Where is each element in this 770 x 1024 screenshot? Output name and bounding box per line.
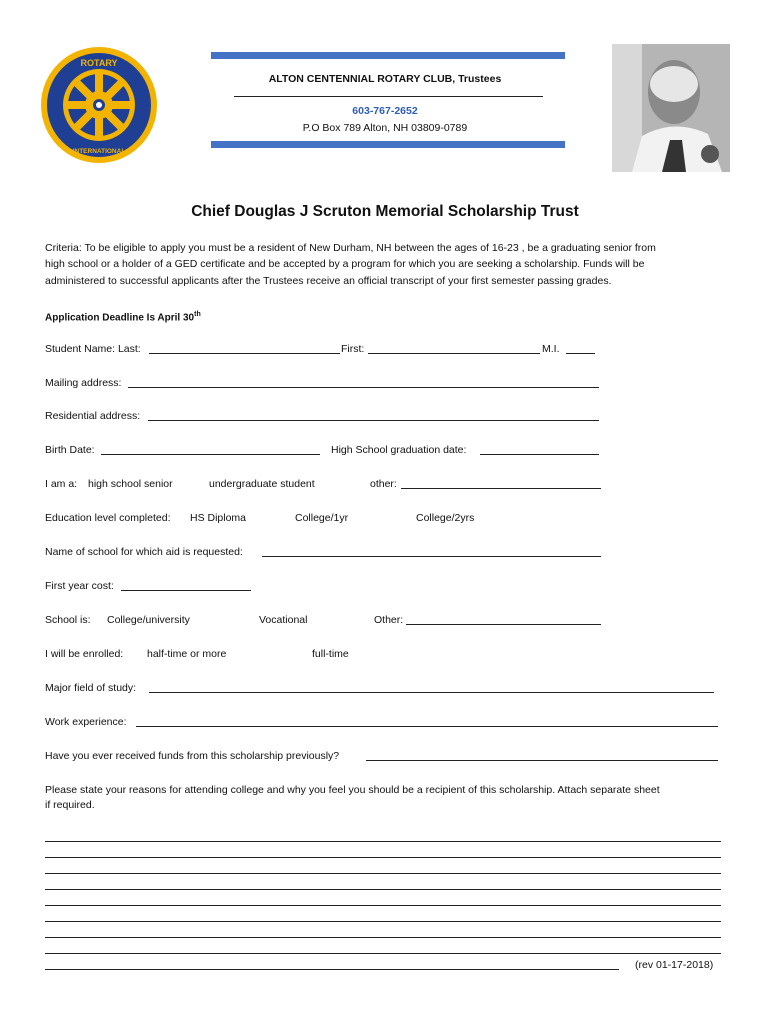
header-bottom-bar xyxy=(211,141,565,148)
criteria-line-3: administered to successful applicants after the Trustees receive an official transcript of your first semester passing grades. xyxy=(45,275,612,287)
iam-other-field[interactable] xyxy=(401,488,601,489)
club-name: ALTON CENTENNIAL ROTARY CLUB, Trustees xyxy=(268,73,502,85)
hs-grad-label: High School graduation date: xyxy=(331,444,467,456)
reasons-answer-line[interactable] xyxy=(45,873,721,874)
iam-label: I am a: xyxy=(45,478,78,490)
received-funds-label: Have you ever received funds from this scholarship previously? xyxy=(45,750,340,762)
revision-label: (rev 01-17-2018) xyxy=(635,959,714,971)
student-mi-field[interactable] xyxy=(566,353,595,354)
iam-option-undergrad[interactable]: undergraduate student xyxy=(209,478,315,490)
school-is-option-other[interactable]: Other: xyxy=(374,614,404,626)
club-address: P.O Box 789 Alton, NH 03809-0789 xyxy=(302,122,468,134)
work-experience-label: Work experience: xyxy=(45,716,127,728)
reasons-answer-line[interactable] xyxy=(45,905,721,906)
residential-address-field[interactable] xyxy=(148,420,599,421)
student-first-label: First: xyxy=(341,343,365,355)
portrait-photo xyxy=(612,44,730,172)
birth-date-label: Birth Date: xyxy=(45,444,95,456)
iam-option-other[interactable]: other: xyxy=(370,478,397,490)
reasons-answer-line[interactable] xyxy=(45,969,619,970)
student-first-name-field[interactable] xyxy=(368,353,540,354)
first-year-cost-label: First year cost: xyxy=(45,580,114,592)
logo-bottom-text: INTERNATIONAL xyxy=(72,148,126,155)
school-name-field[interactable] xyxy=(262,556,601,557)
school-is-label: School is: xyxy=(45,614,91,626)
logo-top-text: ROTARY xyxy=(80,58,118,68)
page-title: Chief Douglas J Scruton Memorial Scholarship Trust xyxy=(191,203,579,220)
major-label: Major field of study: xyxy=(45,682,137,694)
student-name-last-label: Student Name: Last: xyxy=(45,343,141,355)
enrolled-option-half-time[interactable]: half-time or more xyxy=(147,648,227,660)
reasons-answer-line[interactable] xyxy=(45,889,721,890)
portrait-image xyxy=(612,44,730,172)
enrolled-label: I will be enrolled: xyxy=(45,648,124,660)
school-name-label: Name of school for which aid is requested: xyxy=(45,546,243,558)
school-is-option-college[interactable]: College/university xyxy=(107,614,190,626)
reasons-line-1: Please state your reasons for attending college and why you feel you should be a recipient of this scholarship. Attach separate sheet xyxy=(45,784,660,796)
student-mi-label: M.I. xyxy=(542,343,560,355)
hs-grad-field[interactable] xyxy=(480,454,599,455)
club-phone: 603-767-2652 xyxy=(352,105,418,117)
school-is-other-field[interactable] xyxy=(406,624,601,625)
deadline-text: Application Deadline Is April 30 xyxy=(45,312,195,324)
enrolled-option-full-time[interactable]: full-time xyxy=(312,648,349,660)
reasons-answer-line[interactable] xyxy=(45,953,721,954)
work-experience-field[interactable] xyxy=(136,726,718,727)
header-top-bar xyxy=(211,52,565,59)
reasons-answer-line[interactable] xyxy=(45,841,721,842)
reasons-answer-line[interactable] xyxy=(45,921,721,922)
mailing-address-label: Mailing address: xyxy=(45,377,122,389)
deadline-sup: th xyxy=(194,311,201,318)
education-option-college-1yr[interactable]: College/1yr xyxy=(295,512,349,524)
header-rule xyxy=(234,96,543,97)
criteria-line-2: high school or a holder of a GED certificate and be accepted by a program for which you are seeking a scholarship. Funds will be xyxy=(45,258,645,270)
reasons-line-2: if required. xyxy=(45,799,95,811)
first-year-cost-field[interactable] xyxy=(121,590,251,591)
reasons-answer-line[interactable] xyxy=(45,937,721,938)
birth-date-field[interactable] xyxy=(101,454,320,455)
major-field[interactable] xyxy=(149,692,714,693)
school-is-option-vocational[interactable]: Vocational xyxy=(259,614,308,626)
received-funds-field[interactable] xyxy=(366,760,718,761)
mailing-address-field[interactable] xyxy=(128,387,599,388)
residential-address-label: Residential address: xyxy=(45,410,141,422)
student-last-name-field[interactable] xyxy=(149,353,340,354)
education-label: Education level completed: xyxy=(45,512,171,524)
reasons-answer-line[interactable] xyxy=(45,857,721,858)
education-option-hs-diploma[interactable]: HS Diploma xyxy=(190,512,247,524)
criteria-line-1: Criteria: To be eligible to apply you must be a resident of New Durham, NH between the ages of 16-23 , be a graduating senior from xyxy=(45,242,656,254)
iam-option-hs-senior[interactable]: high school senior xyxy=(88,478,173,490)
education-option-college-2yrs[interactable]: College/2yrs xyxy=(416,512,475,524)
deadline xyxy=(45,308,201,325)
